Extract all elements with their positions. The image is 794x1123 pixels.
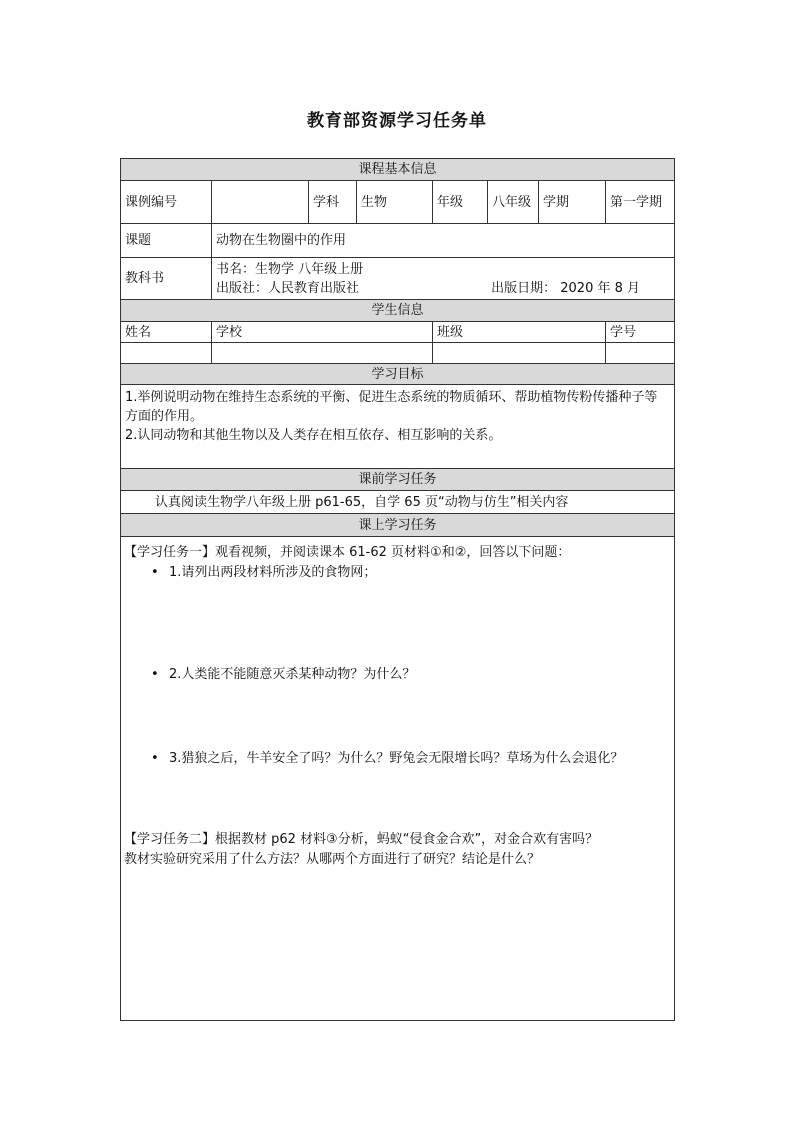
school-label: 学校 <box>212 322 433 343</box>
name-field[interactable] <box>121 343 212 364</box>
pub-date: 出版日期： 2020 年 8 月 <box>491 280 641 296</box>
textbook-info <box>212 258 675 300</box>
task-sheet-table <box>120 158 675 1021</box>
case-no-value <box>212 181 309 224</box>
course-info-header: 课程基本信息 <box>121 159 675 181</box>
objectives-body <box>121 385 675 469</box>
bullet-icon: • <box>151 751 159 766</box>
subject-label: 学科 <box>309 181 357 224</box>
list-item <box>151 749 623 768</box>
textbook-label: 教科书 <box>121 258 212 300</box>
grade-value: 八年级 <box>488 181 539 224</box>
pre-class-header: 课前学习任务 <box>121 469 675 491</box>
task1-intro: 【学习任务一】观看视频，并阅读课本 61-62 页材料①和②，回答以下问题： <box>124 545 571 560</box>
book-name: 书名：生物学 八年级上册 <box>216 261 364 277</box>
id-label: 学号 <box>606 322 675 343</box>
question-3: 3.猎狼之后，牛羊安全了吗？为什么？野兔会无限增长吗？草场为什么会退化？ <box>169 751 624 766</box>
school-field[interactable] <box>212 343 433 364</box>
bullet-icon: • <box>151 667 159 682</box>
student-info-header: 学生信息 <box>121 300 675 322</box>
publisher: 出版社：人民教育出版社 <box>216 280 360 296</box>
task2-line-2: 教材实验研究采用了什么方法？从哪两个方面进行了研究？结论是什么？ <box>124 852 541 867</box>
objective-item: 2.认同动物和其他生物以及人类存在相互依存、相互影响的关系。 <box>125 428 502 443</box>
task2-line-1: 【学习任务二】根据教材 p62 材料③分析，蚂蚁“侵食金合欢”，对金合欢有害吗？ <box>124 832 599 847</box>
topic-value: 动物在生物圈中的作用 <box>212 224 675 258</box>
grade-label: 年级 <box>433 181 488 224</box>
pre-class-text: 认真阅读生物学八年级上册 p61-65，自学 65 页“动物与仿生”相关内容 <box>121 491 675 514</box>
name-label: 姓名 <box>121 322 212 343</box>
semester-label: 学期 <box>539 181 606 224</box>
in-class-header: 课上学习任务 <box>121 514 675 537</box>
list-item <box>151 665 415 684</box>
objectives-header: 学习目标 <box>121 364 675 385</box>
semester-value: 第一学期 <box>606 181 675 224</box>
objective-item: 1.举例说明动物在维持生态系统的平衡、促进生态系统的物质循环、帮助植物传粉传播种子等方面的作用。 <box>125 390 658 424</box>
page-title: 教育部资源学习任务单 <box>307 111 487 131</box>
list-item <box>151 563 376 582</box>
topic-label: 课题 <box>121 224 212 258</box>
in-class-body <box>121 537 675 1021</box>
question-1: 1.请列出两段材料所涉及的食物网； <box>169 565 377 580</box>
subject-value: 生物 <box>357 181 433 224</box>
class-label: 班级 <box>433 322 606 343</box>
bullet-icon: • <box>151 565 159 580</box>
case-no-label: 课例编号 <box>121 181 212 224</box>
class-field[interactable] <box>433 343 606 364</box>
question-2: 2.人类能不能随意灭杀某种动物？为什么？ <box>169 667 416 682</box>
id-field[interactable] <box>606 343 675 364</box>
